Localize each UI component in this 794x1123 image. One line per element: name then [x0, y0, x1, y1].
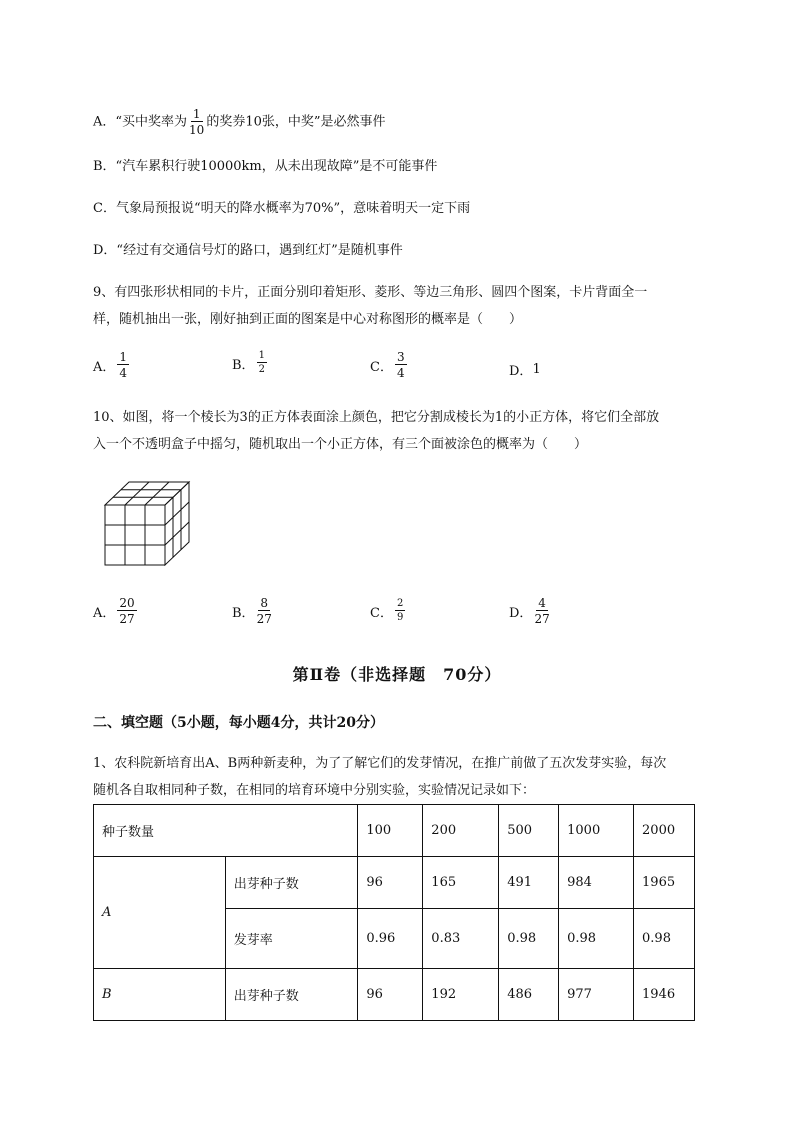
table-cell: 486 — [499, 969, 559, 1021]
q1-stem-line2: 随机各自取相同种子数，在相同的培育环境中分别实验，实验情况记录如下： — [93, 783, 536, 798]
row-label: 出芽种子数 — [225, 969, 358, 1021]
q10-option-b: B． $\frac{8}{27}$ — [232, 596, 272, 626]
q10-stem-line2: 入一个不透明盒子中摇匀，随机取出一个小正方体，有三个面被涂色的概率为（ ） — [93, 437, 588, 452]
q9-option-b: B． $\frac{1}{2}$ — [232, 350, 265, 375]
table-cell: 1965 — [634, 857, 695, 909]
q8-option-d: D．“经过有交通信号灯的路口，遇到红灯”是随机事件 — [93, 243, 403, 258]
table-row — [94, 857, 695, 909]
q9-stem-line1: 9、有四张形状相同的卡片，正面分别印着矩形、菱形、等边三角形、圆四个图案，卡片背面全一 — [93, 285, 648, 300]
q10-option-c: C． $\frac{2}{9}$ — [370, 598, 404, 623]
cube-figure — [100, 478, 196, 570]
row-label: 发芽率 — [225, 909, 358, 969]
header-seed-count: 2000 — [634, 805, 695, 857]
group-a-label: A — [94, 857, 226, 969]
section-2-title: 第Ⅱ卷（非选择题 70分） — [292, 665, 502, 684]
header-seed-count-label: 种子数量 — [94, 805, 358, 857]
q10-option-b-fraction: $\frac{8}{27}$ — [256, 596, 272, 626]
q10-stem-line1: 10、如图，将一个棱长为3的正方体表面涂上颜色，把它分割成棱长为1的小正方体，将它们全部放 — [93, 410, 660, 425]
table-cell: 0.96 — [358, 909, 423, 969]
q10-option-c-fraction: $\frac{2}{9}$ — [396, 598, 404, 623]
q9-option-a-fraction: $\frac{1}{4}$ — [119, 350, 128, 380]
fill-blank-heading: 二、填空题（5小题，每小题4分，共计20分） — [93, 715, 384, 731]
table-cell: 491 — [499, 857, 559, 909]
table-cell: 165 — [423, 857, 499, 909]
table-cell: 0.98 — [634, 909, 695, 969]
q8-option-a-fraction: $\frac{1}{10}$ — [189, 107, 205, 137]
q8-option-c: C．气象局预报说“明天的降水概率为70%”，意味着明天一定下雨 — [93, 201, 471, 216]
group-b-label: B — [94, 969, 226, 1021]
table-cell: 0.98 — [559, 909, 634, 969]
header-seed-count: 200 — [423, 805, 499, 857]
q10-option-a-fraction: $\frac{20}{27}$ — [119, 596, 135, 626]
table-cell: 96 — [358, 857, 423, 909]
header-seed-count: 100 — [358, 805, 423, 857]
table-cell: 1946 — [634, 969, 695, 1021]
header-seed-count: 500 — [499, 805, 559, 857]
q8-option-a: A．“买中奖率为 $\frac{1}{10}$ 的奖券10张，中奖”是必然事件 — [93, 107, 386, 137]
q9-option-a: A． $\frac{1}{4}$ — [93, 350, 128, 380]
q9-option-b-fraction: $\frac{1}{2}$ — [258, 350, 265, 375]
q10-option-d-fraction: $\frac{4}{27}$ — [534, 596, 550, 626]
q1-stem-line1: 1、农科院新培育出A、B两种新麦种，为了了解它们的发芽情况，在推广前做了五次发芽实验，每次 — [93, 756, 667, 771]
row-label: 出芽种子数 — [225, 857, 358, 909]
table-cell: 977 — [559, 969, 634, 1021]
table-cell: 0.98 — [499, 909, 559, 969]
q9-option-d: D．1 — [509, 362, 541, 379]
table-cell: 0.83 — [423, 909, 499, 969]
q10-option-d: D． $\frac{4}{27}$ — [509, 596, 550, 626]
q9-stem-line2: 样，随机抽出一张，刚好抽到正面的图案是中心对称图形的概率是（ ） — [93, 312, 523, 327]
q9-option-c: C． $\frac{3}{4}$ — [370, 350, 405, 380]
header-seed-count: 1000 — [559, 805, 634, 857]
germination-table — [93, 804, 695, 1021]
table-header-row — [94, 805, 695, 857]
table-cell: 984 — [559, 857, 634, 909]
q10-option-a: A． $\frac{20}{27}$ — [93, 596, 135, 626]
table-cell: 192 — [423, 969, 499, 1021]
table-cell: 96 — [358, 969, 423, 1021]
q9-option-c-fraction: $\frac{3}{4}$ — [396, 350, 405, 380]
table-row — [94, 969, 695, 1021]
q8-option-b: B．“汽车累积行驶10000km，从未出现故障”是不可能事件 — [93, 159, 438, 174]
